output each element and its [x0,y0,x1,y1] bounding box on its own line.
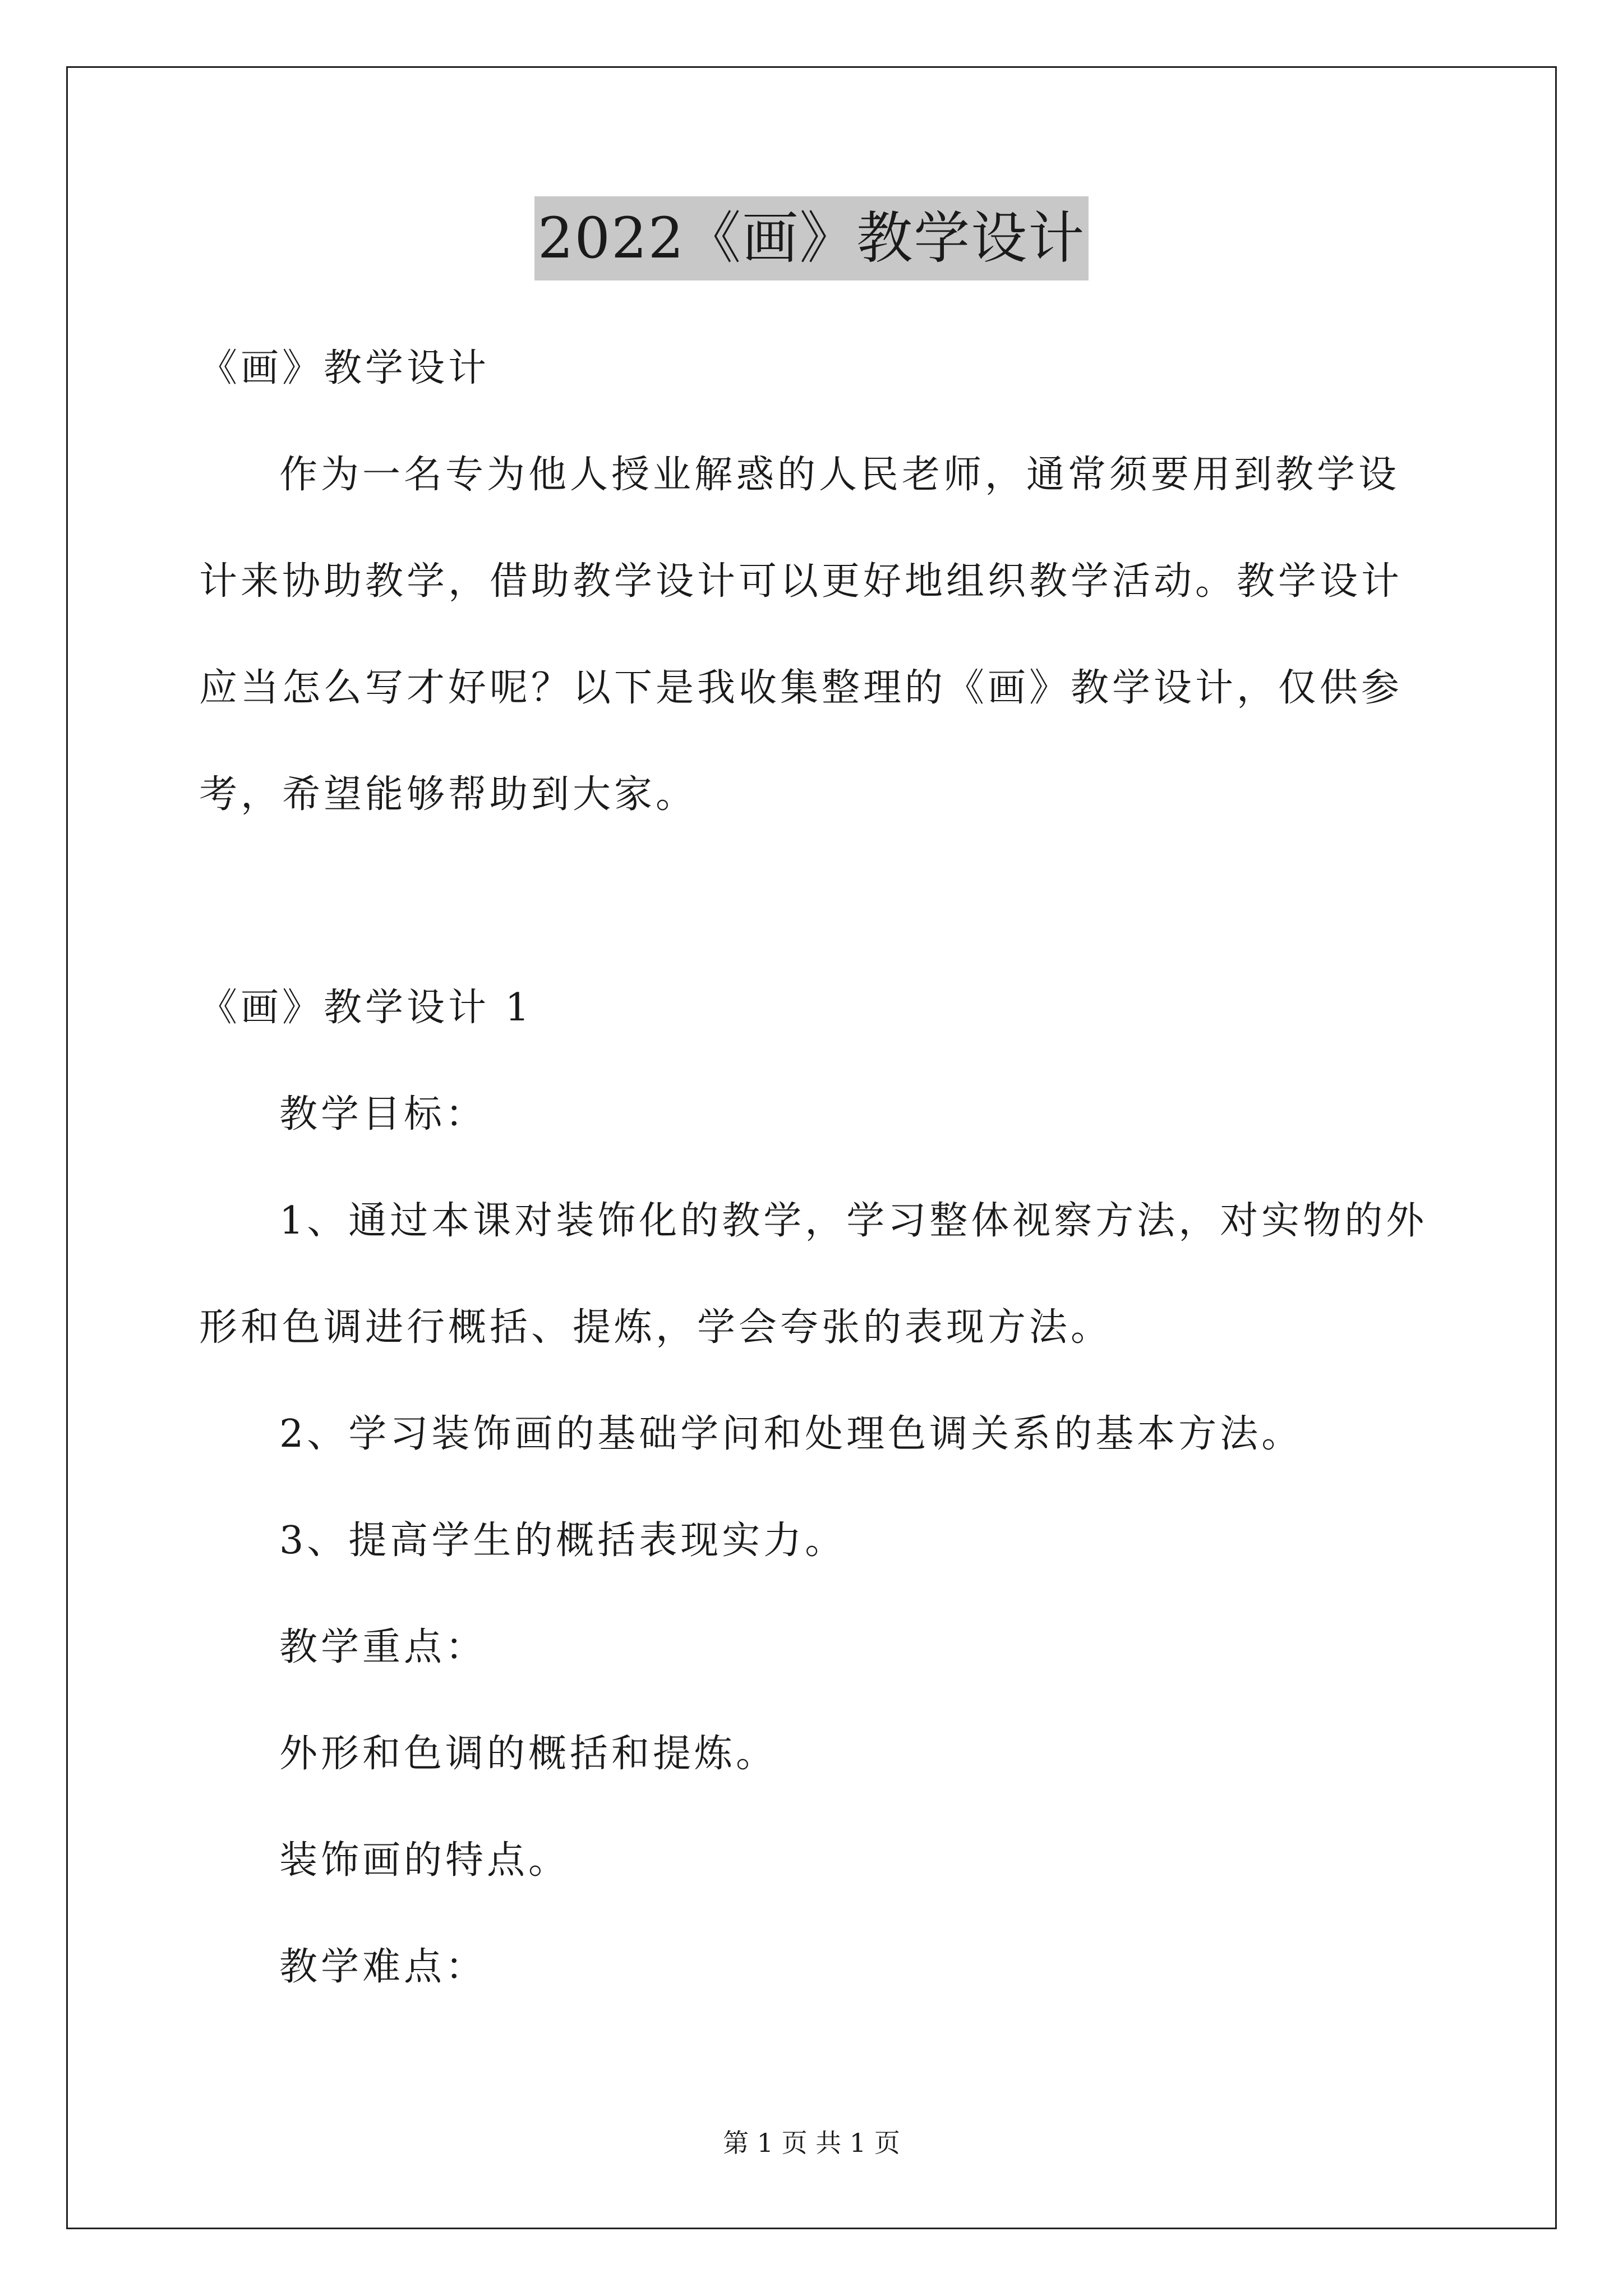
key-points-heading: 教学重点： [279,1625,487,1669]
key-point-2: 装饰画的特点。 [279,1838,570,1883]
objectives-heading: 教学目标： [279,1092,487,1137]
difficulties-heading: 教学难点： [279,1945,487,1989]
objective-1: 1、通过本课对装饰化的教学，学习整体视察方法，对实物的外形和色调进行概括、提炼，学会夸张的表现方法。 [199,1199,1428,1350]
spacer [199,848,1433,955]
objective-2: 2、学习装饰画的基础学问和处理色调关系的基本方法。 [279,1412,1303,1456]
objective-3: 3、提高学生的概括表现实力。 [279,1519,847,1563]
intro-paragraph: 作为一名专为他人授业解惑的人民老师，通常须要用到教学设计来协助教学，借助教学设计可以更好地组织教学活动。教学设计应当怎么写才好呢？以下是我收集整理的《画》教学设计，仅供参考，希望能够帮助到大家。 [199,453,1403,817]
section-title: 《画》教学设计 1 [199,986,533,1030]
subtitle: 《画》教学设计 [199,346,490,390]
page-footer: 第 1 页 共 1 页 [723,2128,900,2158]
document-title: 2022《画》教学设计 [534,196,1089,280]
document-body [199,315,1433,2021]
title-container [0,196,1623,280]
key-point-1: 外形和色调的概括和提炼。 [279,1732,778,1776]
